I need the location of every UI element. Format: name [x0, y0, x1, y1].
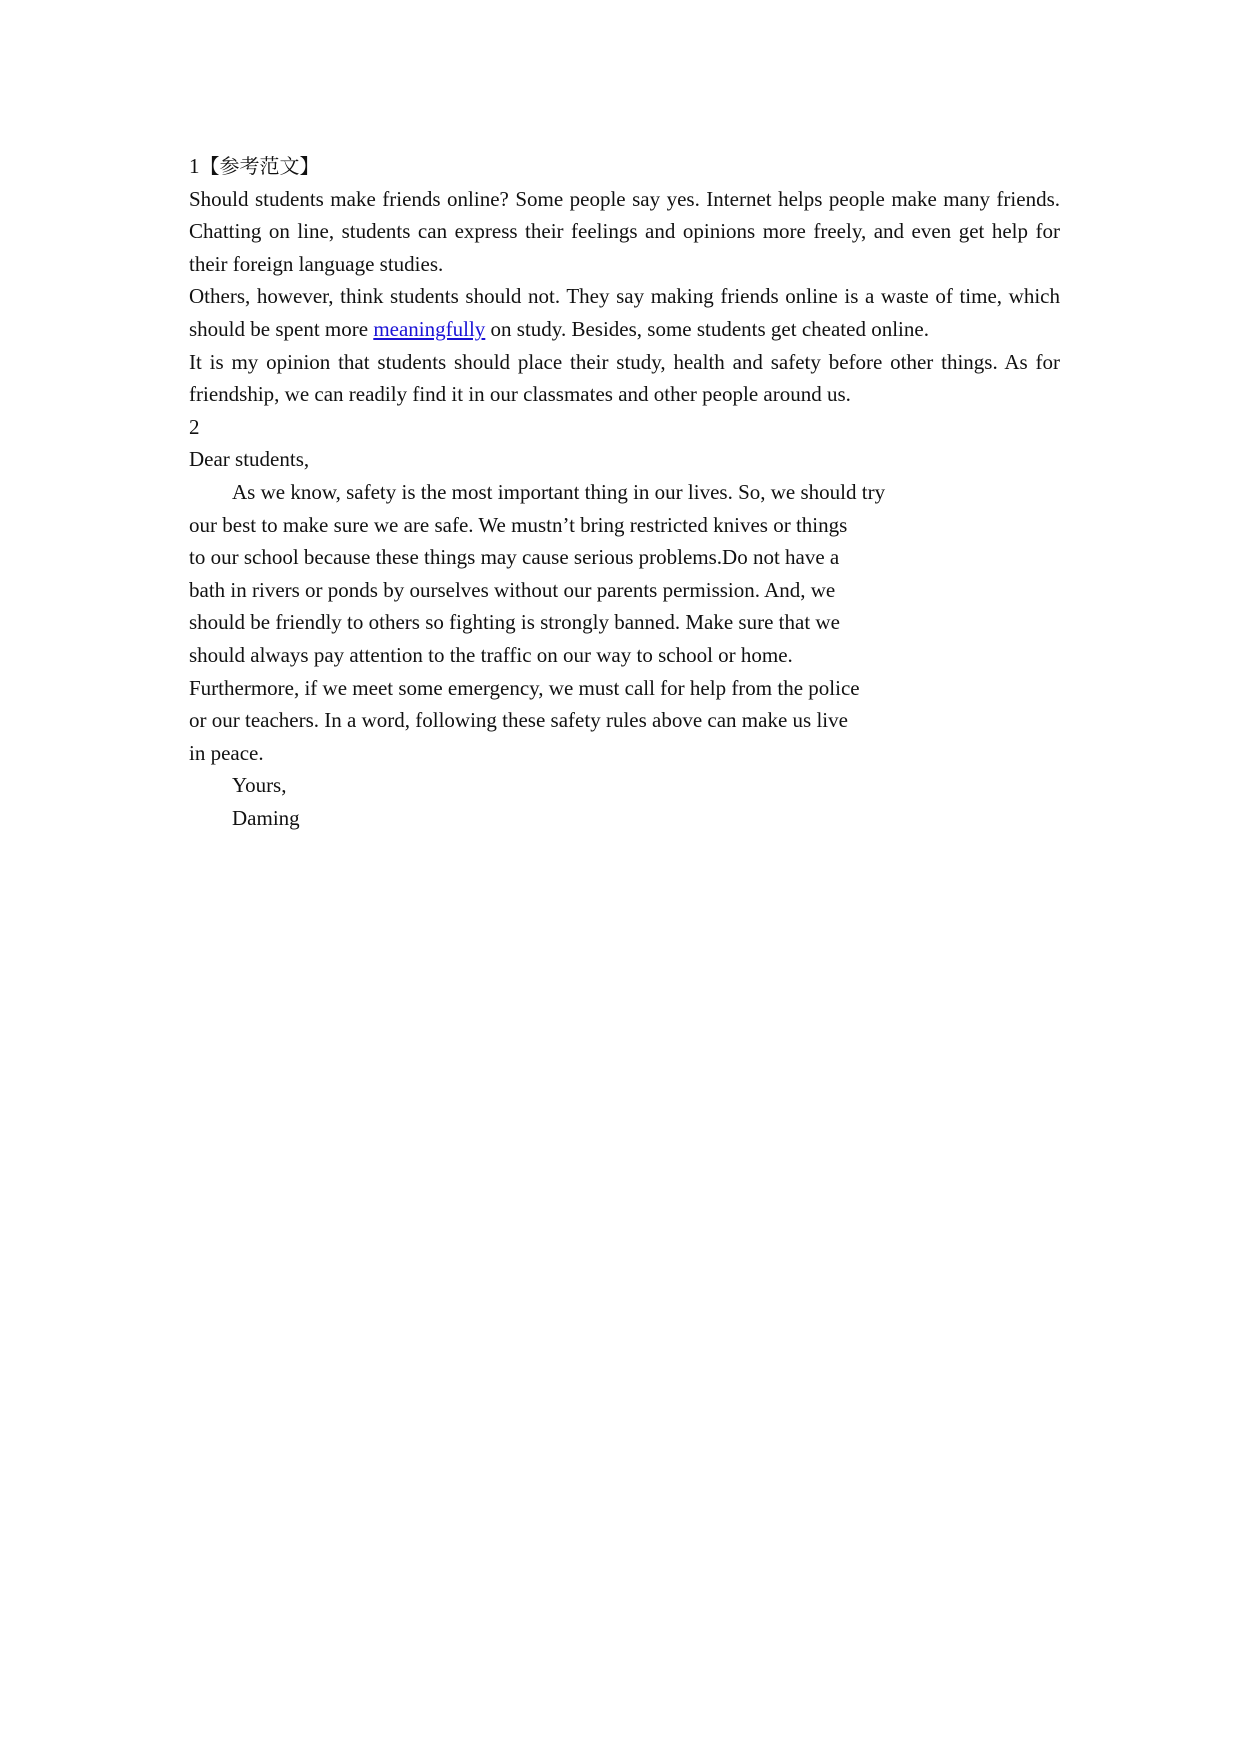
letter-body-line: our best to make sure we are safe. We mustn’t bring restricted knives or things	[189, 512, 848, 537]
essay-1-number: 1	[189, 154, 200, 178]
document-content	[189, 150, 1060, 834]
letter-signature: Daming	[232, 805, 300, 830]
essay-1-paragraph-2-text-b: on study. Besides, some students get cheated online.	[485, 316, 929, 341]
letter-body-line: in peace.	[189, 740, 264, 765]
essay-1-heading	[189, 150, 1060, 183]
essay-2-number: 2	[189, 414, 200, 439]
essay-2-letter	[189, 443, 949, 834]
letter-body-line: bath in rivers or ponds by ourselves without our parents permission. And, we	[189, 577, 836, 602]
letter-greeting: Dear students,	[189, 447, 310, 472]
essay-1-paragraph-3: It is my opinion that students should place their study, health and safety before other things. As for friendship, we can readily find it in our classmates and other people around us.	[189, 349, 1060, 407]
essay-1-title: 【参考范文】	[199, 154, 320, 178]
letter-body-line: or our teachers. In a word, following these safety rules above can make us live	[189, 708, 848, 733]
letter-body-line: should be friendly to others so fighting is strongly banned. Make sure that we	[189, 610, 840, 635]
meaningfully-link[interactable]: meaningfully	[373, 316, 486, 341]
essay-1-paragraph-1: Should students make friends online? Some people say yes. Internet helps people make many friends. Chatting on line, students can express their feelings and opinions more freely, and even get help for their foreign language studies.	[189, 186, 1060, 276]
essay-1-paragraph-2-text-a: Others, however, think students should not. They say making friends online is a waste of time, which should be spent more	[189, 284, 1060, 341]
letter-closing: Yours,	[232, 773, 287, 798]
letter-body-line: Furthermore, if we meet some emergency, we must call for help from the police	[189, 675, 860, 700]
letter-body-line: should always pay attention to the traffic on our way to school or home.	[189, 642, 793, 667]
letter-body-line: As we know, safety is the most important thing in our lives. So, we should try	[232, 479, 886, 504]
essay-1-paragraph-2	[189, 280, 1060, 345]
letter-body-line: to our school because these things may cause serious problems.Do not have a	[189, 545, 840, 570]
